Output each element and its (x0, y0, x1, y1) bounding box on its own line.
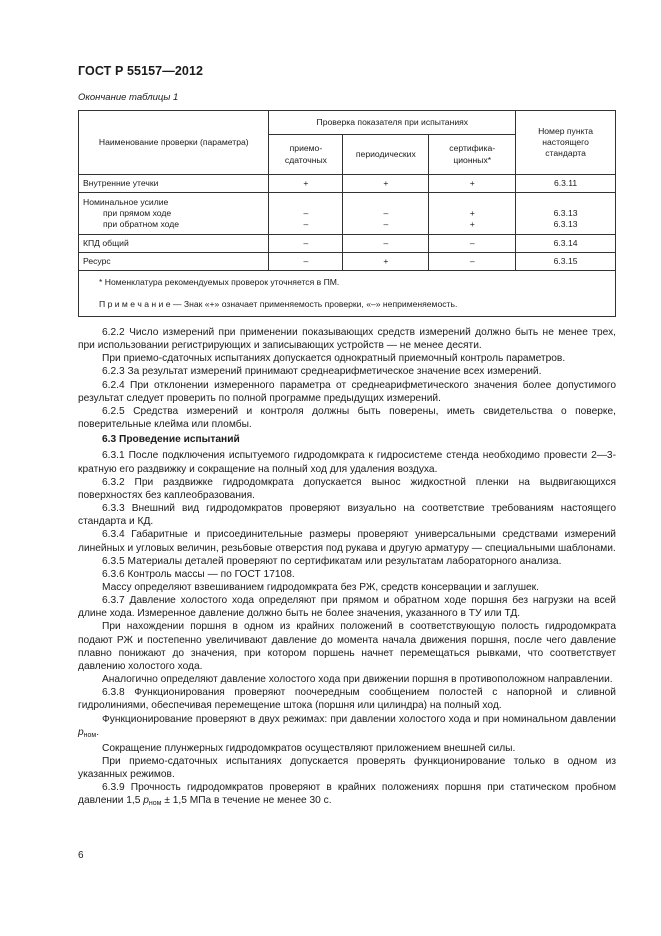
row-name: Ресурс (79, 253, 269, 271)
value-reverse: – (303, 219, 309, 230)
row-periodic-value (343, 193, 429, 235)
formula-subscript: ном (148, 800, 162, 808)
table-footer (79, 271, 616, 317)
row-subitem-reverse: при обратном ходе (103, 219, 180, 230)
header-certification (429, 135, 516, 175)
section-heading: 6.3 Проведение испытаний (102, 434, 240, 446)
row-clause: 6.3.14 (516, 235, 616, 253)
paragraph (78, 713, 616, 742)
header-clause-column (516, 111, 616, 175)
header-group-column: Проверка показателя при испытаниях (269, 111, 516, 135)
formula-subscript: ном (83, 731, 97, 739)
table-footer-row (79, 271, 616, 317)
paragraph: 6.2.4 При отклонении измеренного параметра от среднеарифметического значения более допустимого результат следует проверить по полной программе предыдущих измерений. (78, 379, 616, 404)
value-forward: + (469, 207, 475, 218)
header-clause-line-3: стандарта (545, 148, 586, 159)
text-run: 6.3.9 Прочность гидродомкратов проверяют в крайних положениях поршня при статическом пробном давлении 1,5 (78, 782, 616, 807)
row-clause (516, 193, 616, 235)
paragraph: Массу определяют взвешиванием гидродомкрата без РЖ, средств консервации и заглушек. (102, 581, 539, 593)
text-run: . (96, 726, 100, 738)
paragraph: 6.2.3 За результат измерений принимают среднеарифметическое значение всех измерений. (102, 366, 542, 378)
row-certification-value: – (429, 253, 516, 271)
row-certification-value (429, 193, 516, 235)
table-footnote: * Номенклатура рекомендуемых проверок уточняется в ПМ. (99, 277, 340, 287)
text-run: Функционирование проверяют в двух режимах: при давлении холостого хода и при номинальном давлении (102, 713, 616, 725)
body-text (78, 326, 616, 811)
row-periodic-value: + (343, 175, 429, 193)
row-name: КПД общий (79, 235, 269, 253)
header-name-column: Наименование проверки (параметра) (79, 111, 269, 175)
paragraph: 6.3.4 Габаритные и присоединительные размеры проверяют универсальными средствами измерений линейных и угловых величин, резьбовые отверстия под рукава и другую арматуру — специальными шаблонами. (78, 529, 616, 554)
paragraph: 6.2.2 Число измерений при применении показывающих средств измерений должно быть не менее трех, при использовании регистрирующих и записывающих устройств — не менее десяти. (78, 327, 616, 352)
row-certification-value: – (429, 235, 516, 253)
header-acceptance (269, 135, 343, 175)
paragraph: 6.3.3 Внешний вид гидродомкратов проверяют визуально на соответствие требованиям настоящего стандарта и КД. (78, 503, 616, 528)
value-forward: – (303, 207, 309, 218)
paragraph: 6.3.8 Функционирования проверяют поочередным сообщением полостей с напорной и сливной гидролиниями, обеспечивая перемещение штока (поршня или цилиндра) на полный ход. (78, 687, 616, 712)
paragraph: Аналогично определяют давление холостого хода при движении поршня в противоположном направлении. (102, 674, 613, 686)
clause-forward: 6.3.13 (553, 207, 578, 218)
row-acceptance-value: + (269, 175, 343, 193)
row-name: Внутренние утечки (79, 175, 269, 193)
clause-reverse: 6.3.13 (553, 219, 578, 230)
header-certification-line-1: сертифика- (449, 143, 496, 154)
value-forward: – (383, 207, 389, 218)
header-acceptance-line-2: сдаточных (284, 154, 327, 165)
table-row (79, 253, 616, 271)
value-reverse: + (469, 219, 475, 230)
paragraph: Сокращение плунжерных гидродомкратов осуществляют приложением внешней силы. (102, 742, 516, 754)
row-name (79, 193, 269, 235)
row-subitem-forward: при прямом ходе (103, 207, 172, 218)
row-periodic-value: – (343, 235, 429, 253)
paragraph: При приемо-сдаточных испытаниях допускается однократный приемочный контроль параметров. (102, 353, 566, 365)
page-number: 6 (78, 850, 84, 861)
row-clause: 6.3.11 (516, 175, 616, 193)
paragraph (78, 781, 616, 810)
row-acceptance-value: – (269, 253, 343, 271)
table-row (79, 235, 616, 253)
header-clause-line-2: настоящего (542, 136, 589, 147)
paragraph: 6.3.5 Материалы деталей проверяют по сертификатам или результатам лабораторного анализа. (102, 555, 562, 567)
table-row (79, 193, 616, 235)
paragraph: При приемо-сдаточных испытаниях допускается проверять функционирование только в одном из указанных режимов. (78, 756, 616, 781)
verification-table (78, 110, 616, 317)
header-certification-line-2: ционных* (453, 154, 492, 165)
header-periodic: периодических (343, 135, 429, 175)
row-certification-value: + (429, 175, 516, 193)
row-acceptance-value: – (269, 235, 343, 253)
row-clause: 6.3.15 (516, 253, 616, 271)
table-row (79, 175, 616, 193)
paragraph: 6.3.7 Давление холостого хода определяют при прямом и обратном ходе поршня без нагрузки на всей длине хода. Измеренное давление должно быть не более значения, указанного в ТУ или ТД. (78, 595, 616, 620)
paragraph: 6.3.2 При раздвижке гидродомкрата допускается вынос жидкостной пленки на выдвигающихся поверхностях без каплеобразования. (78, 476, 616, 501)
header-clause-line-1: Номер пункта (538, 125, 594, 136)
row-acceptance-value (269, 193, 343, 235)
value-reverse: – (383, 219, 389, 230)
text-run: ± 1,5 МПа в течение не менее 30 с. (161, 795, 332, 807)
paragraph: 6.2.5 Средства измерений и контроля должны быть поверены, иметь свидетельства о поверке, поверительные клейма или пломбы. (78, 405, 616, 431)
formula-variable: p (143, 795, 149, 807)
table-caption: Окончание таблицы 1 (78, 92, 179, 103)
table-note: П р и м е ч а н и е — Знак «+» означает применяемость проверки, «–» неприменяемость. (99, 299, 458, 310)
row-periodic-value: + (343, 253, 429, 271)
paragraph: 6.3.1 После подключения испытуемого гидродомкрата к гидросистеме стенда необходимо провести 2—3-кратную его раздвижку и сокращение на полный ход для удаления воздуха. (78, 450, 616, 475)
document-title: ГОСТ Р 55157—2012 (78, 64, 204, 78)
formula-variable: p (78, 726, 84, 738)
row-name-main: Номинальное усилие (83, 196, 169, 207)
header-acceptance-line-1: приемо- (289, 143, 323, 154)
paragraph: 6.3.6 Контроль массы — по ГОСТ 17108. (102, 568, 295, 580)
paragraph: При нахождении поршня в одном из крайних положений в соответствующую полость гидродомкрата подают РЖ и постепенно увеличивают давление до момента начала движения поршня, после чего давление плавно понижают до значения, при котором поршень начнет перемещаться рывками, что соответствует давлению холостого хода. (78, 621, 616, 672)
